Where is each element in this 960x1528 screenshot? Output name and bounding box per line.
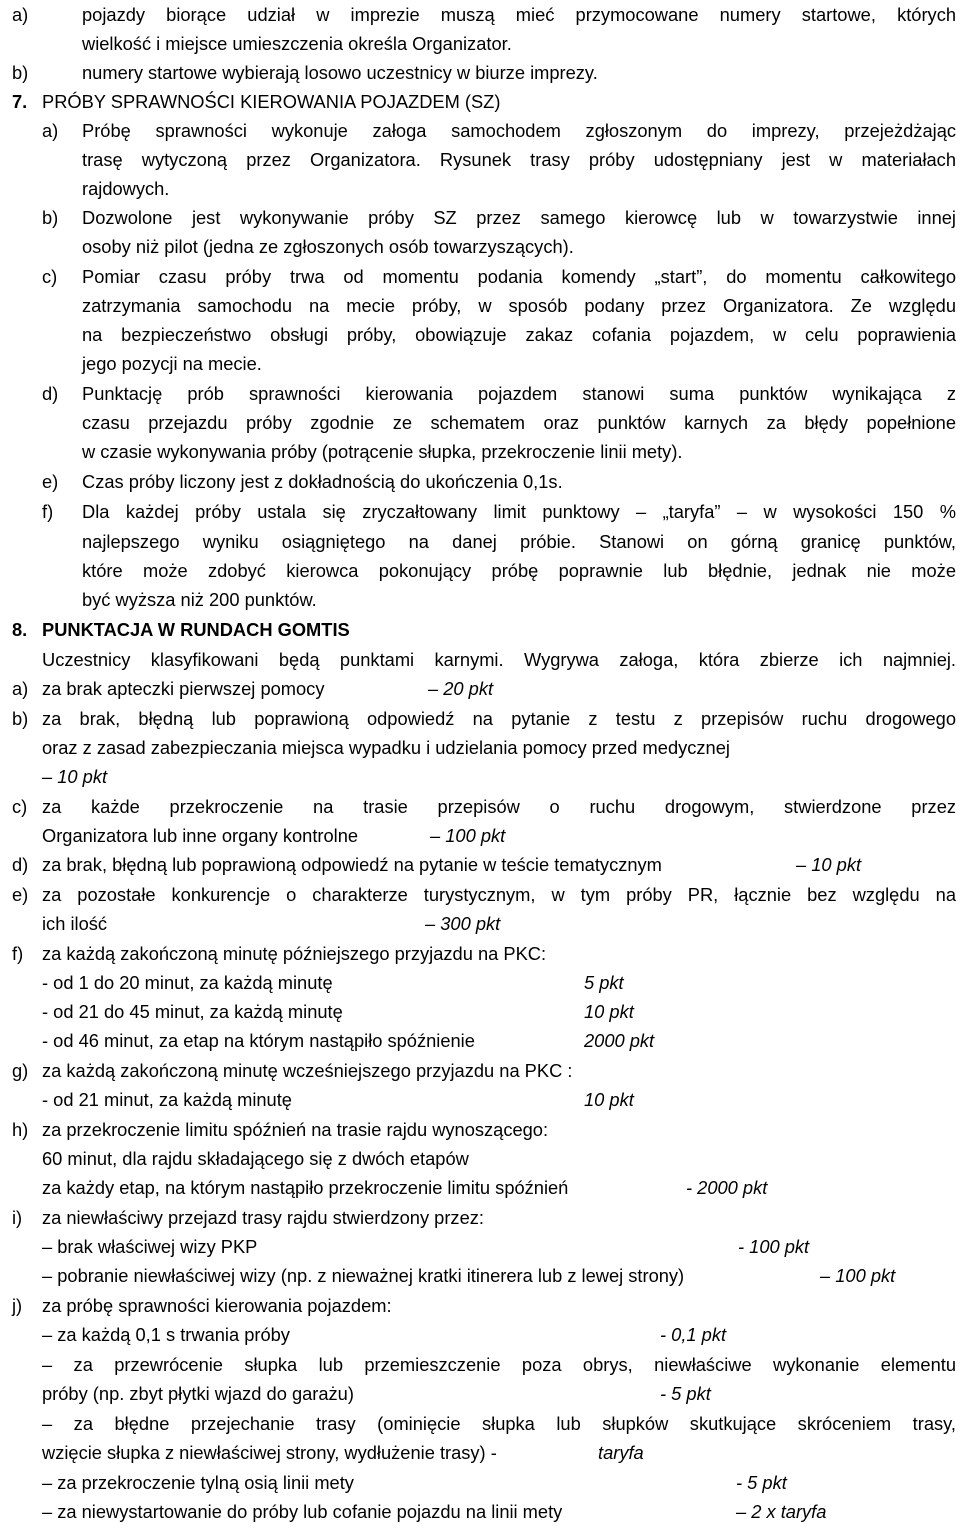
- paragraph-line: numery startowe wybierają losowo uczestnicy w biurze imprezy.: [82, 62, 598, 83]
- penalty-subitem: – za przekroczenie tylną osią linii mety: [42, 1472, 354, 1493]
- paragraph-line: na bezpieczeństwo obsługi próby, obowiązuje zakaz cofania pojazdem, w celu poprawienia: [82, 324, 956, 345]
- penalty-subitem: – za każdą 0,1 s trwania próby: [42, 1324, 290, 1345]
- penalty-points: 2000 pkt: [584, 1030, 655, 1051]
- paragraph-line: pojazdy biorące udział w imprezie muszą mieć przymocowane numery startowe, których: [82, 4, 956, 25]
- penalty-text: za każdy etap, na którym nastąpiło przekroczenie limitu spóźnień: [42, 1177, 569, 1198]
- penalty-text: za brak, błędną lub poprawioną odpowiedź na pytanie z testu z przepisów ruchu drogowego: [42, 708, 956, 729]
- section-title: PRÓBY SPRAWNOŚCI KIEROWANIA POJAZDEM (SZ): [42, 91, 501, 112]
- penalty-points: – 2 x taryfa: [736, 1501, 827, 1522]
- penalty-points: - 5 pkt: [736, 1472, 787, 1493]
- paragraph-line: rajdowych.: [82, 178, 170, 199]
- paragraph-line: które może zdobyć kierowca pokonujący próbę poprawnie lub błędnie, jednak nie może: [82, 560, 956, 581]
- penalty-subitem: - od 46 minut, za etap na którym nastąpiło spóźnienie: [42, 1030, 475, 1051]
- penalty-text: za każde przekroczenie na trasie przepisów o ruchu drogowym, stwierdzone przez: [42, 796, 956, 817]
- paragraph-line: najlepszego wyniku osiągniętego na danej próbie. Stanowi on górną granicę punktów,: [82, 531, 956, 552]
- penalty-text: ich ilość: [42, 913, 108, 934]
- section-intro: Uczestnicy klasyfikowani będą punktami karnymi. Wygrywa załoga, która zbierze ich najmniej.: [42, 649, 956, 670]
- item-label: d): [12, 854, 29, 875]
- penalty-subitem: – za niewystartowanie do próby lub cofanie pojazdu na linii mety: [42, 1501, 563, 1522]
- paragraph-line: jego pozycji na mecie.: [82, 353, 262, 374]
- penalty-points: – 100 pkt: [820, 1265, 896, 1286]
- paragraph-line: Pomiar czasu próby trwa od momentu podania komendy „start”, do momentu całkowitego: [82, 266, 956, 287]
- item-label: e): [42, 471, 59, 492]
- penalty-points: 10 pkt: [584, 1001, 634, 1022]
- penalty-text: za próbę sprawności kierowania pojazdem:: [42, 1295, 392, 1316]
- paragraph-line: zatrzymania samochodu na mecie próby, w sposób podany przez Organizatora. Ze względu: [82, 295, 956, 316]
- paragraph-line: być wyższa niż 200 punktów.: [82, 589, 317, 610]
- penalty-subitem: – brak właściwej wizy PKP: [42, 1236, 258, 1257]
- penalty-points: – 300 pkt: [425, 913, 501, 934]
- section-number: 7.: [12, 91, 28, 112]
- paragraph-line: wielkość i miejsce umieszczenia określa Organizator.: [82, 33, 512, 54]
- penalty-points: taryfa: [598, 1442, 644, 1463]
- item-label: f): [42, 501, 54, 522]
- penalty-points: - 100 pkt: [738, 1236, 810, 1257]
- item-label: g): [12, 1060, 29, 1081]
- item-label: b): [42, 207, 59, 228]
- item-label: e): [12, 884, 29, 905]
- penalty-points: – 100 pkt: [430, 825, 506, 846]
- penalty-subitem: – pobranie niewłaściwej wizy (np. z nieważnej kratki itinerera lub z lewej strony): [42, 1265, 685, 1286]
- penalty-text: za każdą zakończoną minutę wcześniejszego przyjazdu na PKC :: [42, 1060, 573, 1081]
- paragraph-line: Dozwolone jest wykonywanie próby SZ przez samego kierowcę lub w towarzystwie innej: [82, 207, 956, 228]
- penalty-text: za przekroczenie limitu spóźnień na trasie rajdu wynoszącego:: [42, 1119, 549, 1140]
- paragraph-line: w czasie wykonywania próby (potrącenie słupka, przekroczenie linii mety).: [82, 441, 683, 462]
- penalty-text: za brak apteczki pierwszej pomocy: [42, 678, 325, 699]
- item-label: c): [42, 266, 58, 287]
- item-label: h): [12, 1119, 29, 1140]
- penalty-text: za niewłaściwy przejazd trasy rajdu stwierdzony przez:: [42, 1207, 484, 1228]
- item-label: d): [42, 383, 59, 404]
- paragraph-line: osoby niż pilot (jedna ze zgłoszonych osób towarzyszących).: [82, 236, 574, 257]
- item-label: f): [12, 943, 24, 964]
- paragraph-line: Punktację prób sprawności kierowania pojazdem stanowi suma punktów wynikająca z: [82, 383, 956, 404]
- penalty-text: oraz z zasad zabezpieczania miejsca wypadku i udzielania pomocy przed medycznej: [42, 737, 730, 758]
- paragraph-line: czasu przejazdu próby zgodnie ze schematem oraz punktów karnych za błędy popełnione: [82, 412, 956, 433]
- item-label: b): [12, 708, 29, 729]
- penalty-text: 60 minut, dla rajdu składającego się z dwóch etapów: [42, 1148, 469, 1169]
- item-label: a): [42, 120, 59, 141]
- penalty-text: za brak, błędną lub poprawioną odpowiedź na pytanie w teście tematycznym: [42, 854, 662, 875]
- item-label: i): [12, 1207, 23, 1228]
- item-label: b): [12, 62, 29, 83]
- item-label: c): [12, 796, 28, 817]
- penalty-points: - 0,1 pkt: [660, 1324, 727, 1345]
- penalty-text: Organizatora lub inne organy kontrolne: [42, 825, 359, 846]
- penalty-text: za każdą zakończoną minutę późniejszego przyjazdu na PKC:: [42, 943, 547, 964]
- penalty-subitem: - od 21 do 45 minut, za każdą minutę: [42, 1001, 343, 1022]
- paragraph-line: Próbę sprawności wykonuje załoga samochodem zgłoszonym do imprezy, przejeżdżając: [82, 120, 956, 141]
- penalty-subitem: wzięcie słupka z niewłaściwej strony, wydłużenie trasy) -: [42, 1442, 497, 1463]
- penalty-points: 10 pkt: [584, 1089, 634, 1110]
- penalty-points: - 5 pkt: [660, 1383, 711, 1404]
- item-label: j): [12, 1295, 23, 1316]
- penalty-subitem: - od 21 minut, za każdą minutę: [42, 1089, 292, 1110]
- penalty-subitem: – za błędne przejechanie trasy (ominięcie słupka lub słupków skutkujące skróceniem trasy,: [42, 1413, 956, 1434]
- penalty-subitem: – za przewrócenie słupka lub przemieszczenie poza obrys, niewłaściwe wykonanie elementu: [42, 1354, 956, 1375]
- penalty-text: za pozostałe konkurencje o charakterze turystycznym, w tym próby PR, łącznie bez względu na: [42, 884, 956, 905]
- penalty-points: – 10 pkt: [796, 854, 862, 875]
- penalty-points: - 2000 pkt: [686, 1177, 768, 1198]
- penalty-points: – 20 pkt: [428, 678, 494, 699]
- paragraph-line: Czas próby liczony jest z dokładnością do ukończenia 0,1s.: [82, 471, 563, 492]
- item-label: a): [12, 4, 29, 25]
- section-title: PUNKTACJA W RUNDACH GOMTIS: [42, 619, 350, 640]
- penalty-points: 5 pkt: [584, 972, 624, 993]
- section-number: 8.: [12, 619, 28, 640]
- penalty-subitem: - od 1 do 20 minut, za każdą minutę: [42, 972, 333, 993]
- paragraph-line: Dla każdej próby ustala się zryczałtowany limit punktowy – „taryfa” – w wysokości 150 %: [82, 501, 956, 522]
- penalty-subitem: próby (np. zbyt płytki wjazd do garażu): [42, 1383, 354, 1404]
- penalty-points: – 10 pkt: [42, 766, 108, 787]
- item-label: a): [12, 678, 29, 699]
- paragraph-line: trasę wytyczoną przez Organizatora. Rysunek trasy próby udostępniany jest w materiałach: [82, 149, 956, 170]
